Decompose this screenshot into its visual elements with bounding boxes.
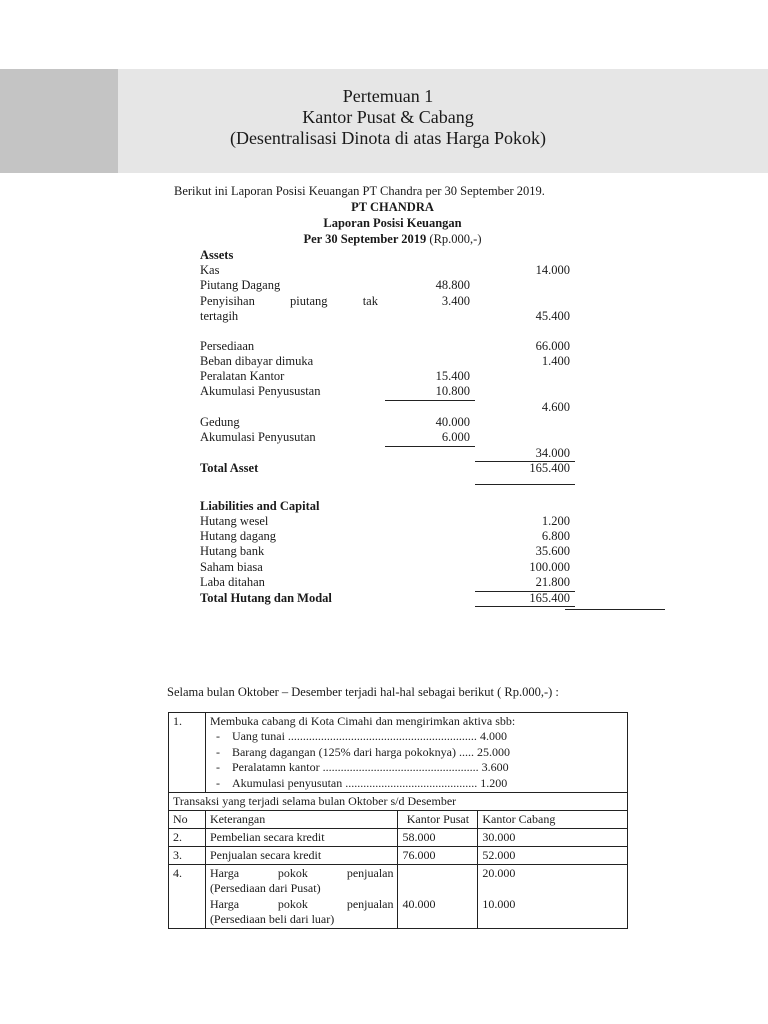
net-peralatan: 4.600 <box>541 400 570 414</box>
double-rule-liab-2 <box>565 609 665 610</box>
penyisihan-word-3: tak <box>362 294 378 308</box>
liability-label: Hutang wesel <box>200 514 269 528</box>
row1-title: Membuka cabang di Kota Cimahi dan mengirimkan aktiva sbb: <box>209 714 516 728</box>
liability-label: Hutang dagang <box>200 529 277 543</box>
page-title <box>118 86 658 149</box>
company-name: PT CHANDRA <box>351 200 434 214</box>
piutang-label: Piutang Dagang <box>200 278 281 292</box>
penyisihan-label <box>200 294 378 309</box>
tertagih-label: tertagih <box>200 309 239 323</box>
hpp-pusat-line1: Harga pokok penjualan <box>209 866 394 880</box>
cell-keterangan: Pembelian secara kredit <box>205 829 398 847</box>
total-liabilities-value: 165.400 <box>529 591 570 605</box>
list-item: - Peralatamn kantor .................................................... 3.600 <box>215 760 509 774</box>
col-header-cabang: Kantor Cabang <box>478 811 628 829</box>
cell-keterangan <box>205 865 398 929</box>
col-header-no: No <box>169 811 206 829</box>
total-asset-value: 165.400 <box>529 461 570 475</box>
asset-item-text: Barang dagangan (125% dari harga pokoknya) ..... <box>231 744 474 759</box>
title-line-2: Kantor Pusat & Cabang <box>302 107 474 127</box>
cell-no: 3. <box>169 847 206 865</box>
cell-pusat: 58.000 <box>398 829 478 847</box>
total-liabilities-label: Total Hutang dan Modal <box>200 591 332 605</box>
liability-value: 6.800 <box>541 529 570 543</box>
double-rule-asset <box>475 484 575 485</box>
piutang-amount: 48.800 <box>435 278 470 292</box>
intro-text: Berikut ini Laporan Posisi Keuangan PT Chandra per 30 September 2019. <box>174 184 545 198</box>
table-header-row <box>169 811 628 829</box>
liability-label: Hutang bank <box>200 544 265 558</box>
report-title: Laporan Posisi Keuangan <box>323 216 462 230</box>
akum1-label: Akumulasi Penyusustan <box>200 384 321 398</box>
akum1-amount: 10.800 <box>435 384 470 398</box>
liabilities-heading: Liabilities and Capital <box>200 499 320 513</box>
hpp-pusat-cabang: 20.000 <box>482 866 516 880</box>
cell-pusat <box>398 865 478 929</box>
hpp-luar-pusat: 40.000 <box>402 897 436 911</box>
header-tab-marker <box>0 69 118 173</box>
kas-total: 14.000 <box>535 263 570 277</box>
cell-cabang: 52.000 <box>478 847 628 865</box>
title-line-1: Pertemuan 1 <box>342 86 434 106</box>
row1-no: 1. <box>169 713 206 793</box>
hpp-luar-line2: (Persediaan beli dari luar) <box>209 912 335 926</box>
table-row <box>169 793 628 811</box>
gedung-label: Gedung <box>200 415 240 429</box>
penyisihan-amount: 3.400 <box>441 294 470 308</box>
penyisihan-word-1: Penyisihan <box>200 294 255 308</box>
net-gedung: 34.000 <box>535 446 570 460</box>
table-row <box>169 713 628 793</box>
cell-cabang <box>478 865 628 929</box>
list-item: - Akumulasi penyusutan ............................................ 1.200 <box>215 775 508 790</box>
cell-cabang: 30.000 <box>478 829 628 847</box>
liability-value: 35.600 <box>535 544 570 558</box>
kas-label: Kas <box>200 263 220 277</box>
asset-item-text: Peralatamn kantor .................................................... <box>231 760 479 774</box>
col-header-keterangan: Keterangan <box>205 811 398 829</box>
peralatan-amount: 15.400 <box>435 369 470 383</box>
table-row <box>169 829 628 847</box>
transaksi-header: Transaksi yang terjadi selama bulan Oktober s/d Desember <box>169 793 628 811</box>
cell-keterangan: Penjualan secara kredit <box>205 847 398 865</box>
persediaan-total: 66.000 <box>535 339 570 353</box>
report-date-text: Per 30 September 2019 <box>303 232 427 246</box>
list-item: - Uang tunai ............................................................... 4.000 <box>215 729 507 743</box>
peralatan-label: Peralatan Kantor <box>200 369 285 383</box>
transaction-table <box>168 712 628 929</box>
tertagih-total: 45.400 <box>535 309 570 323</box>
hpp-luar-line1: Harga pokok penjualan <box>209 897 394 911</box>
beban-total: 1.400 <box>541 354 570 368</box>
double-rule-liab-1 <box>475 606 575 607</box>
hpp-luar-cabang: 10.000 <box>482 897 516 911</box>
liability-value: 1.200 <box>541 514 570 528</box>
report-date <box>200 232 585 247</box>
asset-list <box>210 729 623 791</box>
asset-item-text: Akumulasi penyusutan ............................................ <box>231 775 478 790</box>
asset-item-value: 4.000 <box>479 729 507 743</box>
october-intro: Selama bulan Oktober – Desember terjadi hal-hal sebagai berikut ( Rp.000,-) : <box>167 685 559 699</box>
table-row <box>169 865 628 929</box>
persediaan-label: Persediaan <box>200 339 255 353</box>
list-item: - Barang dagangan (125% dari harga pokoknya) ..... 25.000 <box>215 744 510 759</box>
underline-akum2 <box>385 446 475 447</box>
akum2-amount: 6.000 <box>441 430 470 444</box>
asset-item-value: 3.600 <box>481 760 509 774</box>
cell-no: 4. <box>169 865 206 929</box>
asset-item-value: 1.200 <box>480 775 508 790</box>
total-asset-label: Total Asset <box>200 461 259 475</box>
underline-akum1 <box>385 400 475 401</box>
penyisihan-word-2: piutang <box>290 294 328 308</box>
gedung-amount: 40.000 <box>435 415 470 429</box>
col-header-pusat: Kantor Pusat <box>398 811 478 829</box>
report-unit: (Rp.000,-) <box>429 232 482 246</box>
table-row <box>169 847 628 865</box>
cell-no: 2. <box>169 829 206 847</box>
liability-value: 21.800 <box>535 575 570 589</box>
asset-item-value: 25.000 <box>476 744 510 759</box>
cell-pusat: 76.000 <box>398 847 478 865</box>
liability-label: Laba ditahan <box>200 575 265 589</box>
asset-item-text: Uang tunai ............................................................... <box>231 729 477 743</box>
row1-detail <box>205 713 627 793</box>
title-line-3: (Desentralisasi Dinota di atas Harga Pokok) <box>229 128 547 148</box>
beban-label: Beban dibayar dimuka <box>200 354 314 368</box>
akum2-label: Akumulasi Penyusutan <box>200 430 316 444</box>
assets-heading: Assets <box>200 248 234 262</box>
liability-value: 100.000 <box>529 560 570 574</box>
liability-label: Saham biasa <box>200 560 263 574</box>
hpp-pusat-line2: (Persediaan dari Pusat) <box>209 881 321 895</box>
